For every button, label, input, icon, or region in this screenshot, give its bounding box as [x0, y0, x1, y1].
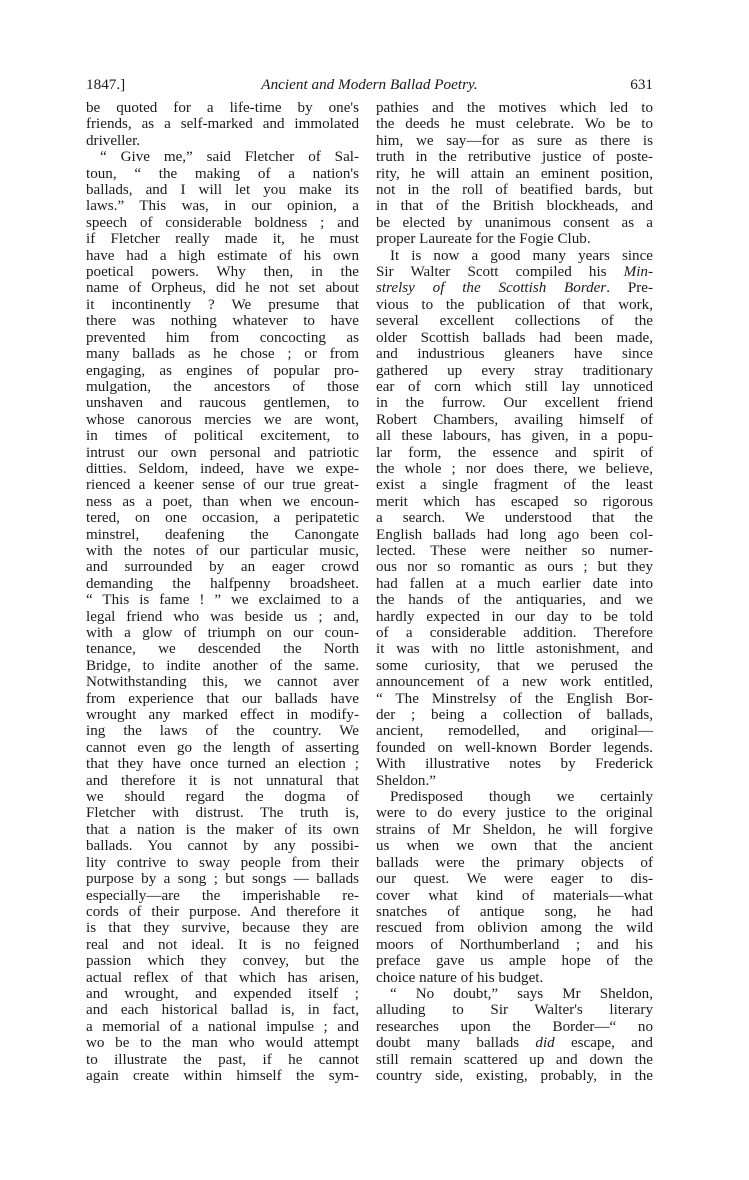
text-line: cannot even go the length of asserting [86, 739, 359, 756]
text-line: it incontinently ? We presume that [86, 296, 359, 313]
text-line: speech of considerable boldness ; and [86, 214, 359, 231]
text-line: in times of political excitement, to [86, 428, 359, 445]
text-line: rescued from oblivion among the wild [376, 920, 653, 937]
text-line: hardly expected in our day to be told [376, 608, 653, 625]
text-run: . Pre- [606, 280, 653, 297]
text-line: unshaven and raucous gentlemen, to [86, 395, 359, 412]
text-line: tered, on one occasion, a peripatetic [86, 510, 359, 527]
text-line: not in the roll of beatified bards, but [376, 182, 653, 199]
text-line: and surrounded by an eager crowd [86, 559, 359, 576]
header-title: Ancient and Modern Ballad Poetry. [261, 76, 478, 93]
text-line: older Scottish ballads had been made, [376, 329, 653, 346]
text-line: ness as a poet, than when we encoun- [86, 493, 359, 510]
text-line: the whole ; nor does there, we believe, [376, 460, 653, 477]
text-line [376, 264, 653, 280]
text-line: vious to the publication of that work, [376, 296, 653, 313]
text-line: der ; being a collection of ballads, [376, 707, 653, 724]
text-line: choice nature of his budget. [376, 969, 544, 986]
text-line: Notwithstanding this, we cannot aver [86, 674, 359, 691]
text-line: legal friend who was beside us ; and, [86, 608, 359, 625]
text-line: that they have once turned an election ; [86, 756, 359, 773]
text-line: him, we say—for as sure as there is [376, 132, 653, 149]
text-line: be elected by unanimous consent as a [376, 214, 653, 231]
text-line: cover what kind of materials—what [376, 887, 653, 904]
text-line: have had a high estimate of his own [86, 247, 359, 264]
text-line: toun, “ the making of a nation's [86, 165, 359, 182]
text-line: whose canorous mercies we are wont, [86, 411, 359, 428]
text-line: “ The Minstrelsy of the English Bor- [376, 690, 653, 707]
text-line: to illustrate the past, if he cannot [86, 1051, 359, 1068]
text-line: ditties. Seldom, indeed, have we expe- [86, 460, 359, 477]
text-line: lar form, the essence and spirit of [376, 444, 653, 461]
left-column [86, 100, 359, 1084]
text-line: with a glow of triumph on our coun- [86, 625, 359, 641]
text-line: name of Orpheus, did he not set about [86, 280, 359, 297]
text-line: “ This is fame ! ” we exclaimed to a [86, 592, 359, 609]
text-line: truth in the retributive justice of poste- [376, 149, 653, 166]
text-line: It is now a good many years since [390, 247, 653, 264]
text-line: ballads. You cannot by any possibi- [86, 838, 359, 855]
text-line: friends, as a self-marked and immolated [86, 116, 359, 133]
text-line: be quoted for a life-time by one's [86, 100, 359, 116]
italic-text: strelsy of the Scottish Border [376, 280, 607, 297]
text-run: escape, and [554, 1035, 653, 1052]
text-line: in that of the British blockheads, and [376, 198, 653, 215]
text-line: and each historical ballad is, in fact, [86, 1002, 359, 1019]
text-line: the deeds he must celebrate. Wo be to [376, 116, 653, 133]
text-line: announcement of a new work entitled, [376, 674, 653, 691]
text-line: actual reflex of that which has arisen, [86, 969, 359, 986]
text-line: With illustrative notes by Frederick [376, 756, 653, 773]
text-line: of a considerable addition. Therefore [376, 625, 653, 641]
text-line: preface gave us ample hope of the [376, 953, 653, 970]
text-line: with the notes of our particular music, [86, 542, 359, 559]
text-line: if Fletcher really made it, he must [86, 231, 359, 248]
text-line: driveller. [86, 132, 141, 149]
text-line: from experience that our ballads have [86, 690, 359, 707]
text-line: laws.” This was, in our opinion, a [86, 198, 359, 215]
text-line: were to do every justice to the original [376, 805, 653, 822]
text-line: minstrel, deafening the Canongate [86, 526, 359, 543]
text-line: a memorial of a national impulse ; and [86, 1018, 359, 1035]
text-line: had fallen at a much earlier date into [376, 575, 653, 592]
text-line: several excellent collections of the [376, 313, 653, 330]
right-column [376, 100, 653, 1084]
text-line: wrought any marked effect in modify- [86, 707, 359, 724]
text-line: researches upon the Border—“ no [376, 1018, 653, 1035]
text-line: tenance, we descended the North [86, 641, 359, 658]
text-line: rity, he will attain an eminent position, [376, 165, 653, 182]
text-line: poetical powers. Why then, in the [86, 264, 359, 281]
text-line: ancient, remodelled, and original— [376, 723, 653, 740]
text-line: gathered up every stray traditionary [376, 362, 653, 379]
text-line: us when we own that the ancient [376, 838, 653, 855]
text-line: prevented him from concocting as [86, 329, 359, 346]
text-line: purpose by a song ; but songs — ballads [86, 871, 359, 888]
text-line: passion which they convey, but the [86, 953, 359, 970]
text-line: many ballads as he chose ; or from [86, 346, 359, 363]
text-line: mulgation, the ancestors of those [86, 378, 359, 395]
text-line: English ballads had long ago been col- [376, 526, 653, 543]
text-line: snatches of antique song, he had [376, 903, 653, 920]
text-line: merit which has escaped so rigorous [376, 493, 653, 510]
text-line: exist a single fragment of the least [376, 477, 653, 494]
text-line: alluding to Sir Walter's literary [376, 1002, 653, 1019]
text-line: lity contrive to sway people from their [86, 854, 359, 871]
text-line: ous nor so romantic as ours ; but they [376, 559, 653, 576]
text-line [376, 1035, 653, 1051]
text-line: “ No doubt,” says Mr Sheldon, [390, 985, 653, 1002]
text-line: ear of corn which still lay unnoticed [376, 378, 653, 395]
text-line: a search. We understood that the [376, 510, 653, 527]
text-line: Predisposed though we certainly [390, 789, 653, 806]
text-line: lected. These were neither so numer- [376, 542, 653, 559]
header-year: 1847.] [86, 76, 126, 93]
text-line: real and not ideal. It is no feigned [86, 936, 359, 953]
text-line: we should regard the dogma of [86, 789, 359, 806]
text-line: our quest. We were eager to dis- [376, 871, 653, 888]
text-line: Robert Chambers, availing himself of [376, 411, 653, 428]
text-line: founded on well-known Border legends. [376, 739, 653, 756]
text-line: demanding the halfpenny broadsheet. [86, 575, 359, 592]
text-line: all these labours, has given, in a popu- [376, 428, 653, 445]
text-line: the hands of the antiquaries, and we [376, 592, 653, 609]
text-line: again create within himself the sym- [86, 1067, 359, 1084]
text-line: engaging, as engines of popular pro- [86, 362, 359, 379]
text-line: is that they survive, because they are [86, 920, 359, 937]
text-line: wo be to the man who would attempt [86, 1035, 359, 1052]
text-line: and industrious gleaners have since [376, 346, 653, 363]
italic-text: did [535, 1035, 555, 1052]
text-line: it was with no little astonishment, and [376, 641, 653, 658]
text-line: ballads were the primary objects of [376, 854, 653, 871]
text-line: moors of Northumberland ; and his [376, 936, 653, 953]
text-line: some curiosity, that we perused the [376, 657, 653, 674]
text-line: proper Laureate for the Fogie Club. [376, 231, 591, 248]
text-line: strains of Mr Sheldon, he will forgive [376, 821, 653, 838]
text-line: rienced a keener sense of our true great- [86, 477, 359, 494]
text-line: ballads, and I will let you make its [86, 182, 359, 199]
text-line: “ Give me,” said Fletcher of Sal- [100, 149, 359, 166]
running-header [86, 76, 653, 94]
text-line: especially—are the imperishable re- [86, 887, 359, 904]
text-line: there was nothing whatever to have [86, 313, 359, 330]
text-line [376, 280, 653, 296]
text-line: Sheldon.” [376, 772, 436, 789]
text-line: ing the laws of the country. We [86, 723, 359, 740]
text-line: that a nation is the maker of its own [86, 821, 359, 838]
text-line: Fletcher with distrust. The truth is, [86, 805, 359, 822]
text-run: Sir Walter Scott compiled his [376, 264, 624, 281]
text-line: and wrought, and expended itself ; [86, 985, 359, 1002]
text-line: and therefore it is not unnatural that [86, 772, 359, 789]
text-line: still remain scattered up and down the [376, 1051, 653, 1068]
text-line: intrust our own personal and patriotic [86, 444, 359, 461]
text-line: pathies and the motives which led to [376, 100, 653, 116]
text-line: country side, existing, probably, in the [376, 1067, 653, 1084]
italic-text: Min- [623, 264, 653, 281]
text-line: Bridge, to indite another of the same. [86, 657, 359, 674]
text-line: cords of their purpose. And therefore it [86, 903, 359, 920]
text-run: doubt many ballads [376, 1035, 536, 1052]
text-line: in the furrow. Our excellent friend [376, 395, 653, 412]
page-number: 631 [630, 76, 653, 93]
